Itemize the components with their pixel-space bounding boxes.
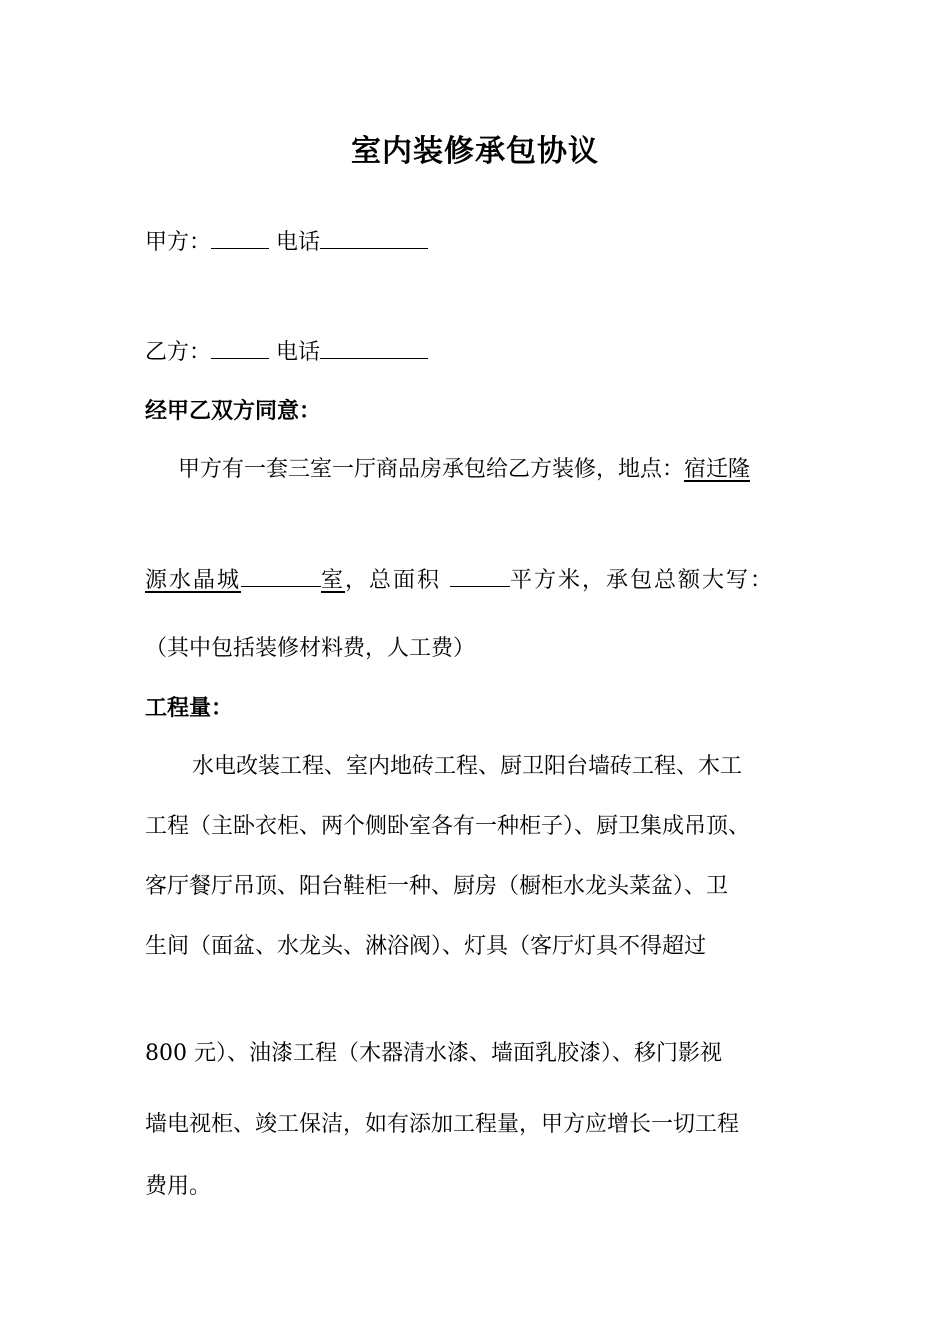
scope-line: 费用。 xyxy=(145,1174,212,1199)
scope-heading: 工程量： xyxy=(145,695,234,721)
party-a-label: 甲方： xyxy=(145,230,212,255)
party-b-label: 乙方： xyxy=(145,340,212,365)
document-title: 室内装修承包协议 xyxy=(351,134,599,169)
party-b-phone-label: 电话 xyxy=(276,340,321,365)
contract-line-2 xyxy=(145,562,774,596)
scope-line: 墙电视柜、竣工保洁，如有添加工程量，甲方应增长一切工程 xyxy=(145,1112,740,1137)
total-amount-label: 平方米，承包总额大写： xyxy=(510,568,775,593)
room-label: 室 xyxy=(321,568,346,593)
party-a-phone-blank xyxy=(320,224,428,249)
scope-line: 800 元）、油漆工程（木器清水漆、墙面乳胶漆）、移门影视 xyxy=(145,1041,722,1066)
party-a-name-blank xyxy=(211,224,269,249)
room-number-blank xyxy=(241,564,321,587)
party-a-phone-label: 电话 xyxy=(276,230,321,255)
contract-line-3: （其中包括装修材料费，人工费） xyxy=(145,636,476,661)
contract-line-1-text: 甲方有一套三室一厅商品房承包给乙方装修，地点： xyxy=(178,457,685,482)
party-b-line xyxy=(145,334,428,368)
area-blank xyxy=(450,562,510,587)
party-b-phone-blank xyxy=(320,334,428,359)
scope-line: 工程（主卧衣柜、两个侧卧室各有一种柜子）、厨卫集成吊顶、 xyxy=(145,814,751,839)
location-part-1: 宿迁隆 xyxy=(684,457,751,482)
scope-line: 水电改装工程、室内地砖工程、厨卫阳台墙砖工程、木工 xyxy=(192,754,743,779)
scope-line: 客厅餐厅吊顶、阳台鞋柜一种、厨房（橱柜水龙头菜盆）、卫 xyxy=(145,874,729,899)
party-a-line xyxy=(145,224,428,258)
location-part-2: 源水晶城 xyxy=(145,568,242,593)
agreement-heading: 经甲乙双方同意： xyxy=(145,398,322,424)
contract-line-1 xyxy=(178,455,750,485)
scope-line: 生间（面盆、水龙头、淋浴阀）、灯具（客厅灯具不得超过 xyxy=(145,934,707,959)
area-label: ，总面积 xyxy=(345,568,451,593)
party-b-name-blank xyxy=(211,334,269,359)
